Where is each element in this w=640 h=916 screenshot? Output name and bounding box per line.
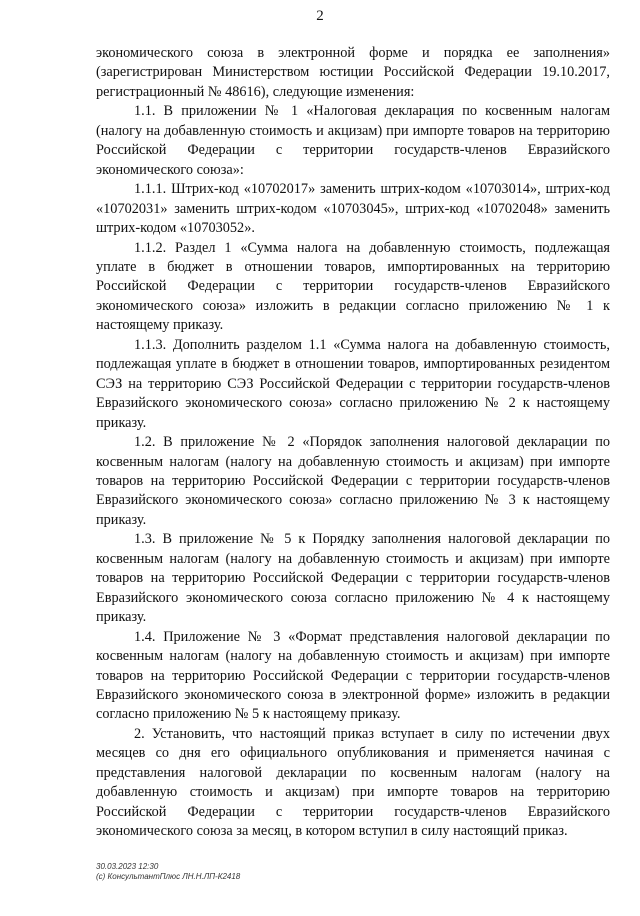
paragraph-2: 2. Установить, что настоящий приказ вступает в силу по истечении двух месяцев со дня его официального опубликования и применяется начиная с представления налоговой декларации по косвенным налогам (налогу на добавленную стоимость и акцизам) при импорте товаров на территорию Российской Федерации с территории государств-членов Евразийского экономического союза за месяц, в котором вступил в силу настоящий приказ. [96, 725, 610, 840]
paragraph-1-1-2: 1.1.2. Раздел 1 «Сумма налога на добавленную стоимость, подлежащая уплате в бюджет в отношении товаров, импортированных на территорию Российской Федерации с территории государств-членов Евразийского экономического союза» изложить в редакции согласно приложению № 1 к настоящему приказу. [96, 239, 610, 334]
footer-stamp [96, 862, 240, 882]
paragraph-1-3: 1.3. В приложение № 5 к Порядку заполнения налоговой декларации по косвенным налогам (налогу на добавленную стоимость и акцизам) при импорте товаров на территорию Российской Федерации с территории государств-членов Евразийского экономического союза согласно приложению № 4 к настоящему приказу. [96, 531, 610, 626]
paragraph-1-1-3: 1.1.3. Дополнить разделом 1.1 «Сумма налога на добавленную стоимость, подлежащая уплате в бюджет в отношении товаров, импортированных резидентом СЭЗ на территорию СЭЗ Российской Федерации с территории государств-членов Евразийского экономического союза» согласно приложению № 2 к настоящему приказу. [96, 336, 610, 431]
paragraph-1-1-1: 1.1.1. Штрих-код «10702017» заменить штрих-кодом «10703014», штрих-код «10702031» заменить штрих-кодом «10703045», штрих-код «10702048» заменить штрих-кодом «10703052». [96, 181, 610, 237]
paragraph-1-4: 1.4. Приложение № 3 «Формат представления налоговой декларации по косвенным налогам (налогу на добавленную стоимость и акцизам) при импорте товаров на территорию Российской Федерации с территории государств-членов Евразийского экономического союза в электронной форме» изложить в редакции согласно приложению № 5 к настоящему приказу. [96, 628, 610, 723]
paragraph-1-1: 1.1. В приложении № 1 «Налоговая декларация по косвенным налогам (налогу на добавленную стоимость и акцизам) при импорте товаров на территорию Российской Федерации с территории государств-членов Евразийского экономического союза»: [96, 103, 610, 178]
paragraph-intro-continuation: экономического союза в электронной форме и порядка ее заполнения» (зарегистрирован Министерством юстиции Российской Федерации 19.10.2017, регистрационный № 48616), следующие изменения: [96, 45, 610, 100]
footer-date: 30.03.2023 12:30 [96, 862, 159, 871]
page-number: 2 [316, 8, 324, 24]
document-body [96, 44, 610, 842]
footer-source: (c) КонсультантПлюс ЛН.Н.ЛП-К2418 [96, 872, 241, 881]
paragraph-1-2: 1.2. В приложение № 2 «Порядок заполнения налоговой декларации по косвенным налогам (налогу на добавленную стоимость и акцизам) при импорте товаров на территорию Российской Федерации с территории государств-членов Евразийского экономического союза» согласно приложению № 3 к настоящему приказу. [96, 434, 610, 528]
